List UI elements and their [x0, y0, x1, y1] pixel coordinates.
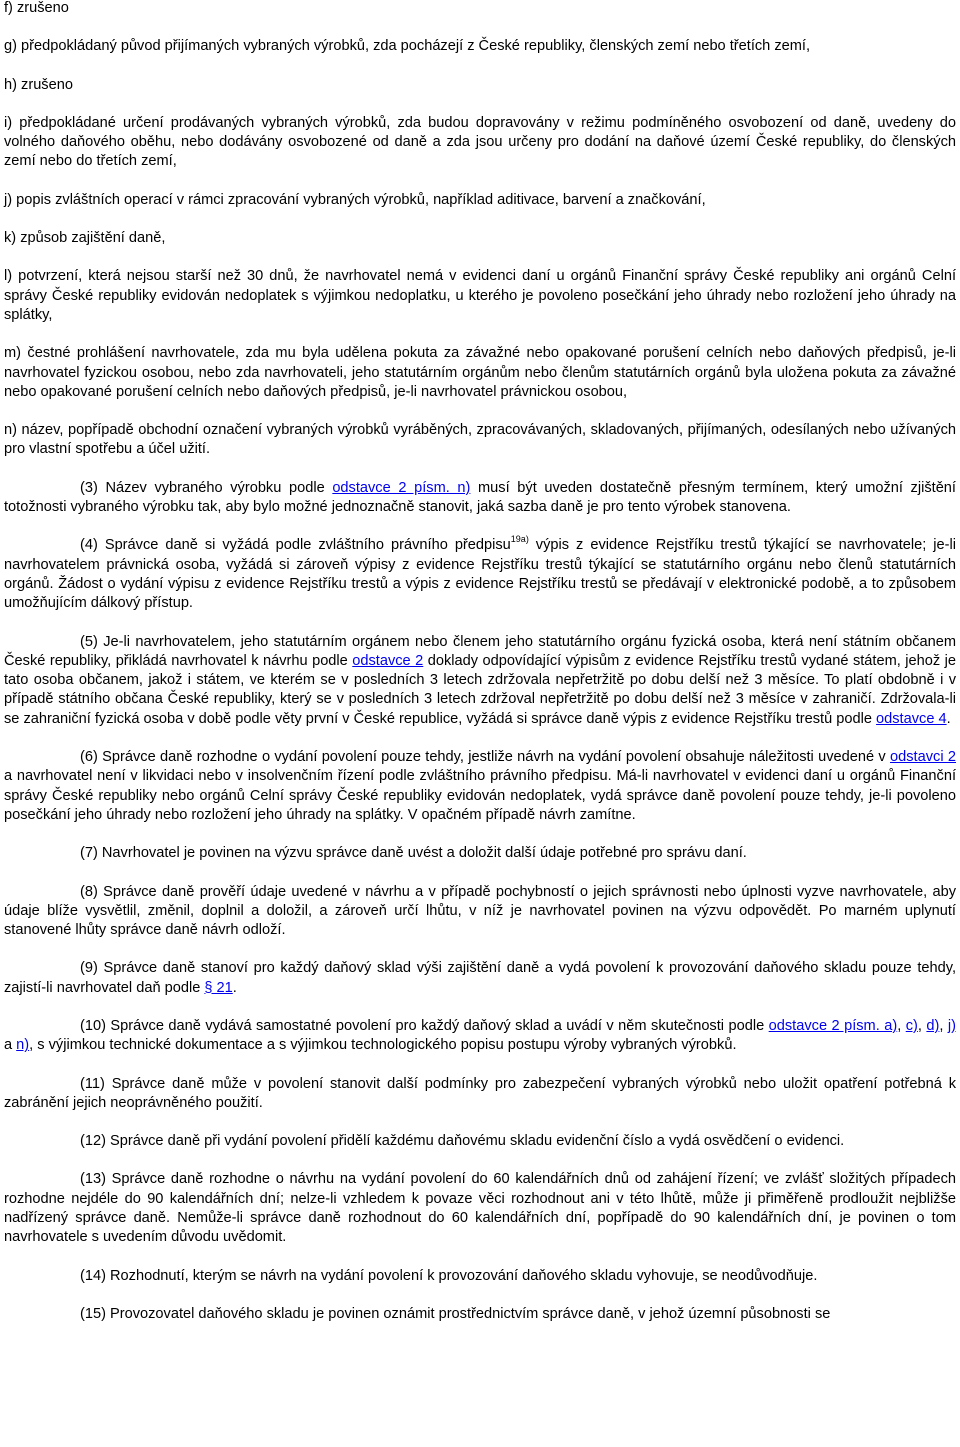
- paragraph-9: [4, 959, 956, 998]
- paragraph-4: [4, 536, 956, 613]
- paragraph-3: [4, 479, 956, 518]
- footnote-ref-19a: 19a): [510, 534, 529, 545]
- link-pism-n[interactable]: n): [16, 1037, 30, 1054]
- item-j: j) popis zvláštních operací v rámci zpracování vybraných výrobků, například aditivace, barvení a značkování,: [4, 191, 706, 208]
- paragraph-9-text-2: .: [232, 979, 237, 996]
- paragraph-6-text-2: a navrhovatel není v likvidaci nebo v insolvenčním řízení podle zvláštního právního předpisu. Má-li navrhovatel v evidenci daní u orgánů Finanční správy České republiky nebo orgánů Celní správy České republiky evidován nedoplatek, vydá správce daně povolení pouze tehdy, je-li povoleno posečkání jeho úhrady nebo rozložení jeho úhrady na splátky. V opačném případě návrh zamítne.: [4, 768, 956, 823]
- link-odstavce-2[interactable]: odstavce 2: [352, 652, 424, 669]
- item-m: m) čestné prohlášení navrhovatele, zda mu byla udělena pokuta za závažné nebo opakované porušení celních nebo daňových předpisů, je-li navrhovatel fyzickou osobou, nebo zda navrhovateli, jeho statutárním orgánům nebo členům statutárních orgánů byla uložena pokuta za závažné nebo opakované porušení celních nebo daňových předpisů, je-li navrhovatel právnickou osobou,: [4, 345, 956, 400]
- separator: ,: [897, 1017, 906, 1034]
- paragraph-5-text-2: doklady odpovídající výpisům z evidence Rejstříku trestů vydané státem, jehož je tato osoba občanem, jakož i státem, ve kterém se v posledních 3 letech zdržovala nepřetržitě po dobu delší než 3 měsíce. To platí obdobně i v případě státního občana České republiky, který se v posledních 3 letech zdržoval nepřetržitě po dobu delší než 3 měsíce v zahraničí. Zdržovala-li se zahraniční fyzická osoba v době podle věty první v České republice, vyžádá si správce daně výpis z evidence Rejstříku trestů podle: [4, 652, 956, 727]
- paragraph-12: (12) Správce daně při vydání povolení přidělí každému daňovému skladu evidenční číslo a vydá osvědčení o evidenci.: [80, 1133, 845, 1150]
- item-g: g) předpokládaný původ přijímaných vybraných výrobků, zda pocházejí z České republiky, členských zemí nebo třetích zemí,: [4, 38, 811, 55]
- paragraph-5-text-3: .: [946, 710, 951, 727]
- link-paragraf-21[interactable]: § 21: [204, 979, 233, 996]
- paragraph-10-text-1: (10) Správce daně vydává samostatné povolení pro každý daňový sklad a uvádí v něm skutečnosti podle: [80, 1017, 769, 1034]
- paragraph-10: [4, 1017, 956, 1056]
- link-odstavce-2-pism-n[interactable]: odstavce 2 písm. n): [332, 479, 471, 496]
- link-pism-d[interactable]: d): [926, 1017, 940, 1034]
- link-odstavce-2-pism-a[interactable]: odstavce 2 písm. a): [768, 1017, 898, 1034]
- separator: ,: [917, 1017, 927, 1034]
- item-i: i) předpokládané určení prodávaných vybraných výrobků, zda budou dopravovány v režimu podmíněného osvobození od daně, uvedeny do volného daňového oběhu, nebo dodávány osvobozené od daně a zda jsou určeny pro dodání na daňové území České republiky, do členských zemí nebo do třetích zemí,: [4, 114, 956, 170]
- item-l: l) potvrzení, která nejsou starší než 30 dnů, že navrhovatel nemá v evidenci daní u orgánů Finanční správy České republiky ani orgánů Celní správy České republiky evidován nedoplatek s výjimkou nedoplatku, u kterého je povoleno posečkání jeho úhrady nebo rozložení jeho úhrady na splátky,: [4, 268, 956, 323]
- link-odstavci-2[interactable]: odstavci 2: [890, 749, 956, 766]
- paragraph-10-text-2: , s výjimkou technické dokumentace a s výjimkou technologického popisu postupu výroby vybraných výrobků.: [29, 1037, 737, 1054]
- link-pism-c[interactable]: c): [905, 1017, 918, 1034]
- paragraph-5: [4, 633, 956, 729]
- paragraph-7: (7) Navrhovatel je povinen na výzvu správce daně uvést a doložit další údaje potřebné pro správu daní.: [80, 845, 747, 862]
- paragraph-3-text-2: musí být uveden dostatečně přesným termínem, který umožní zjištění totožnosti vybraného výrobku tak, aby bylo možné jednoznačně stanovit, jaká sazba daně je pro tento výrobek stanovena.: [4, 479, 956, 516]
- link-pism-j[interactable]: j): [947, 1017, 957, 1034]
- paragraph-5-text-1: (5) Je-li navrhovatelem, jeho statutárním orgánem nebo členem jeho statutárního orgánu fyzická osoba, která není státním občanem České republiky, přikládá navrhovatel k návrhu podle: [4, 633, 956, 669]
- item-f: f) zrušeno: [4, 0, 69, 16]
- paragraph-6: [4, 748, 956, 825]
- paragraph-4-text-1: (4) Správce daně si vyžádá podle zvláštního právního předpisu: [80, 537, 511, 554]
- paragraph-3-text-1: (3) Název vybraného výrobku podle: [80, 479, 333, 496]
- separator: ,: [939, 1017, 948, 1034]
- paragraph-11: (11) Správce daně může v povolení stanovit další podmínky pro zabezpečení vybraných výrobků nebo uložit opatření potřebná k zabránění jejich neoprávněného použití.: [4, 1075, 956, 1111]
- paragraph-9-text-1: (9) Správce daně stanoví pro každý daňový sklad výši zajištění daně a vydá povolení k provozování daňového skladu pouze tehdy, zajistí-li navrhovatel daň podle: [4, 960, 956, 996]
- paragraph-6-text-1: (6) Správce daně rozhodne o vydání povolení pouze tehdy, jestliže návrh na vydání povolení obsahuje náležitosti uvedené v: [80, 749, 891, 766]
- paragraph-4-text-2: výpis z evidence Rejstříku trestů týkající se navrhovatele; je-li navrhovatelem právnická osoba, vyžádá si zároveň výpisy z evidence Rejstříku trestů týkající se statutárního orgánu nebo členů statutárních orgánů. Žádost o vydání výpisu z evidence Rejstříku trestů a výpis z evidence Rejstříku trestů se předávají v elektronické podobě, a to způsobem umožňujícím dálkový přístup.: [4, 537, 956, 612]
- item-k: k) způsob zajištění daně,: [4, 230, 166, 247]
- item-h: h) zrušeno: [4, 76, 73, 93]
- document-page: [4, 0, 956, 1324]
- paragraph-13: (13) Správce daně rozhodne o návrhu na vydání povolení do 60 kalendářních dnů od zahájení řízení; ve zvlášť složitých případech rozhodne nejdéle do 90 kalendářních dní; nelze-li vzhledem k povaze věci rozhodnout ani v této lhůtě, může ji přiměřeně prodloužit nejbližše nadřízený správce daně. Nemůže-li správce daně rozhodnout do 60 kalendářních dní, popřípadě do 90 kalendářních dní, je povinen o tom navrhovatele s uvedením důvodu uvědomit.: [4, 1171, 956, 1246]
- paragraph-8: (8) Správce daně prověří údaje uvedené v návrhu a v případě pochybností o jejich správnosti nebo úplnosti vyzve navrhovatele, aby údaje blíže vysvětlil, změnil, doplnil a doložil, a zároveň určí lhůtu, v níž je navrhovatel povinen na výzvu odpovědět. Po marném uplynutí stanovené lhůty správce daně návrh odloží.: [4, 883, 956, 939]
- paragraph-14: (14) Rozhodnutí, kterým se návrh na vydání povolení k provozování daňového skladu vyhovuje, se neodůvodňuje.: [80, 1267, 818, 1284]
- link-odstavce-4[interactable]: odstavce 4: [876, 710, 947, 727]
- item-n: n) název, popřípadě obchodní označení vybraných výrobků vyráběných, zpracovávaných, skladovaných, přijímaných, odesílaných nebo užívaných pro vlastní spotřebu a účel užití.: [4, 422, 956, 458]
- paragraph-15: (15) Provozovatel daňového skladu je povinen oznámit prostřednictvím správce daně, v jehož územní působnosti se: [80, 1305, 831, 1322]
- separator: a: [4, 1037, 17, 1054]
